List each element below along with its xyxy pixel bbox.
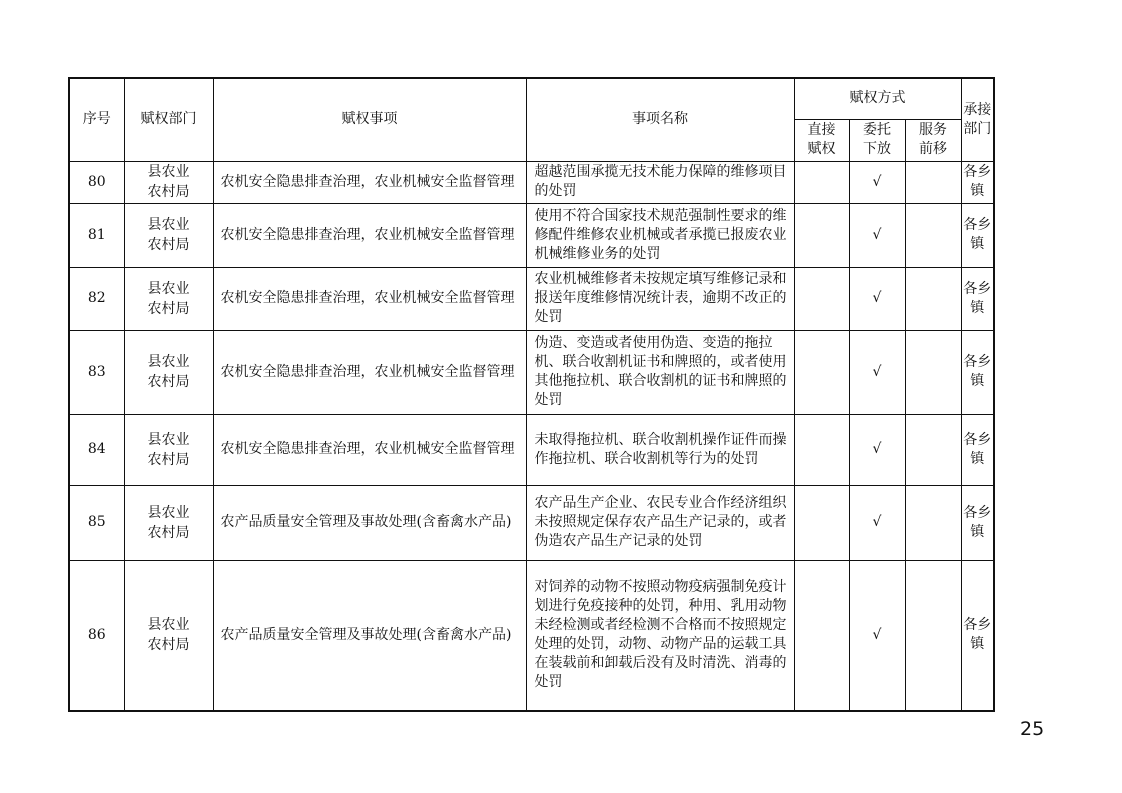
cell-dept [124,203,213,267]
cell-matter: 农机安全隐患排查治理，农业机械安全监督管理 [213,414,526,485]
cell-dept-line2: 农村局 [147,451,190,468]
cell-dept-line1: 县农业 [147,280,190,297]
cell-delegate-check: √ [849,330,905,414]
cell-seq: 83 [69,330,124,414]
table-row [69,330,994,414]
header-receiver: 承接部门 [961,78,994,161]
cell-seq: 80 [69,161,124,203]
cell-dept-line1: 县农业 [147,504,190,521]
cell-matter: 农机安全隐患排查治理，农业机械安全监督管理 [213,267,526,330]
cell-name: 农产品生产企业、农民专业合作经济组织未按照规定保存农产品生产记录的，或者伪造农产品生产记录的处罚 [526,485,794,560]
table-row [69,161,994,203]
cell-receiver: 各乡镇 [961,485,994,560]
cell-name: 使用不符合国家技术规范强制性要求的维修配件维修农业机械或者承揽已报废农业机械维修业务的处罚 [526,203,794,267]
table-row [69,267,994,330]
cell-dept-line1: 县农业 [147,354,190,370]
table-row [69,560,994,711]
cell-direct [794,330,849,414]
cell-service [905,560,961,711]
cell-receiver: 各乡镇 [961,414,994,485]
table-body [69,161,994,711]
header-matter: 赋权事项 [213,78,526,161]
cell-dept [124,560,213,711]
cell-receiver: 各乡镇 [961,161,994,203]
cell-seq: 82 [69,267,124,330]
cell-seq: 84 [69,414,124,485]
header-service-line1: 服务 [919,122,947,138]
cell-name: 超越范围承揽无技术能力保障的维修项目的处罚 [526,161,794,203]
cell-service [905,330,961,414]
cell-matter: 农产品质量安全管理及事故处理(含畜禽水产品) [213,560,526,711]
cell-dept [124,161,213,203]
cell-delegate-check: √ [849,560,905,711]
cell-seq: 81 [69,203,124,267]
cell-dept [124,330,213,414]
cell-dept-line2: 农村局 [147,300,190,317]
cell-receiver: 各乡镇 [961,330,994,414]
cell-matter: 农产品质量安全管理及事故处理(含畜禽水产品) [213,485,526,560]
cell-dept [124,485,213,560]
table-row [69,414,994,485]
cell-receiver: 各乡镇 [961,560,994,711]
cell-dept-line1: 县农业 [147,431,190,448]
cell-matter: 农机安全隐患排查治理，农业机械安全监督管理 [213,330,526,414]
cell-dept-line1: 县农业 [147,164,190,180]
cell-name: 对饲养的动物不按照动物疫病强制免疫计划进行免疫接种的处罚，种用、乳用动物未经检测或者经检测不合格而不按照规定处理的处罚，动物、动物产品的运载工具在装载前和卸载后没有及时清洗、消毒的处罚 [526,560,794,711]
cell-seq: 86 [69,560,124,711]
cell-delegate-check: √ [849,414,905,485]
header-direct-line2: 赋权 [807,141,836,157]
header-dept: 赋权部门 [124,78,213,161]
header-direct-line1: 直接 [807,122,836,138]
cell-dept-line2: 农村局 [147,374,190,390]
cell-name: 农业机械维修者未按规定填写维修记录和报送年度维修情况统计表，逾期不改正的处罚 [526,267,794,330]
cell-direct [794,203,849,267]
cell-matter: 农机安全隐患排查治理，农业机械安全监督管理 [213,161,526,203]
cell-direct [794,161,849,203]
header-seq: 序号 [69,78,124,161]
cell-dept-line2: 农村局 [147,524,190,541]
document-table-container [68,77,993,712]
header-method: 赋权方式 [794,78,961,119]
cell-delegate-check: √ [849,161,905,203]
cell-dept-line1: 县农业 [147,617,190,634]
cell-dept [124,267,213,330]
cell-dept-line2: 农村局 [147,184,190,200]
cell-direct [794,560,849,711]
cell-seq: 85 [69,485,124,560]
cell-service [905,203,961,267]
table-row [69,203,994,267]
header-service [905,119,961,161]
page-number: 25 [1020,718,1045,740]
header-direct [794,119,849,161]
header-delegate-line1: 委托 [863,122,891,138]
cell-delegate-check: √ [849,203,905,267]
cell-service [905,161,961,203]
cell-dept [124,414,213,485]
table-row [69,485,994,560]
cell-service [905,267,961,330]
header-service-line2: 前移 [919,141,947,157]
header-delegate [849,119,905,161]
cell-service [905,414,961,485]
cell-name: 未取得拖拉机、联合收割机操作证件而操作拖拉机、联合收割机等行为的处罚 [526,414,794,485]
cell-dept-line2: 农村局 [147,237,190,253]
cell-delegate-check: √ [849,485,905,560]
cell-direct [794,414,849,485]
cell-matter: 农机安全隐患排查治理，农业机械安全监督管理 [213,203,526,267]
cell-receiver: 各乡镇 [961,267,994,330]
header-delegate-line2: 下放 [863,141,891,157]
header-name: 事项名称 [526,78,794,161]
authorization-table [68,77,995,712]
cell-name: 伪造、变造或者使用伪造、变造的拖拉机、联合收割机证书和牌照的，或者使用其他拖拉机、联合收割机的证书和牌照的处罚 [526,330,794,414]
cell-dept-line2: 农村局 [147,637,190,654]
cell-direct [794,267,849,330]
cell-service [905,485,961,560]
cell-direct [794,485,849,560]
cell-receiver: 各乡镇 [961,203,994,267]
cell-dept-line1: 县农业 [147,217,190,233]
cell-delegate-check: √ [849,267,905,330]
